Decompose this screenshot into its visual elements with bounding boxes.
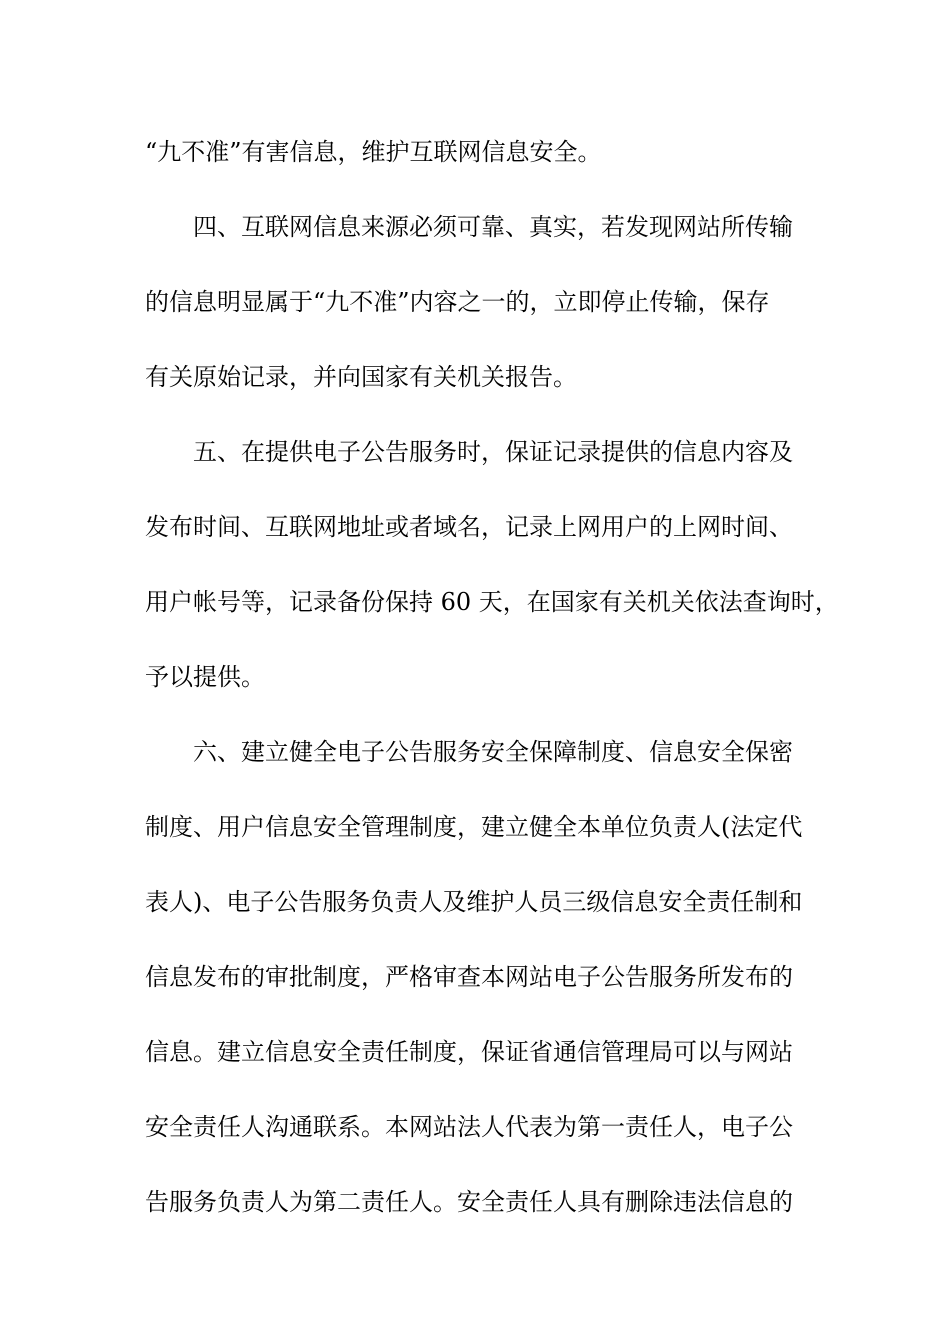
paragraph-line: 安全责任人沟通联系。本网站法人代表为第一责任人，电子公 [145,1113,793,1141]
paragraph-line: 五、在提供电子公告服务时，保证记录提供的信息内容及 [193,438,793,466]
paragraph-line: 告服务负责人为第二责任人。安全责任人具有删除违法信息的 [145,1188,793,1216]
paragraph-line: 信息。建立信息安全责任制度，保证省通信管理局可以与网站 [145,1038,793,1066]
paragraph-line: 予以提供。 [145,663,265,691]
paragraph-line: 有关原始记录，并向国家有关机关报告。 [145,363,577,391]
paragraph-line: 六、建立健全电子公告服务安全保障制度、信息安全保密 [193,738,793,766]
paragraph-line: 制度、用户信息安全管理制度，建立健全本单位负责人(法定代 [145,813,803,841]
paragraph-line: 的信息明显属于“九不准”内容之一的，立即停止传输，保存 [145,288,770,316]
paragraph-line: “九不准”有害信息，维护互联网信息安全。 [145,138,602,166]
paragraph-line: 表人)、电子公告服务负责人及维护人员三级信息安全责任制和 [145,888,803,916]
paragraph-line: 四、互联网信息来源必须可靠、真实，若发现网站所传输 [193,213,793,241]
paragraph-line: 发布时间、互联网地址或者域名，记录上网用户的上网时间、 [145,513,793,541]
paragraph-line: 用户帐号等，记录备份保持 60 天，在国家有关机关依法查询时， [145,588,839,616]
paragraph-line: 信息发布的审批制度，严格审查本网站电子公告服务所发布的 [145,963,793,991]
document-body [145,131,839,1256]
